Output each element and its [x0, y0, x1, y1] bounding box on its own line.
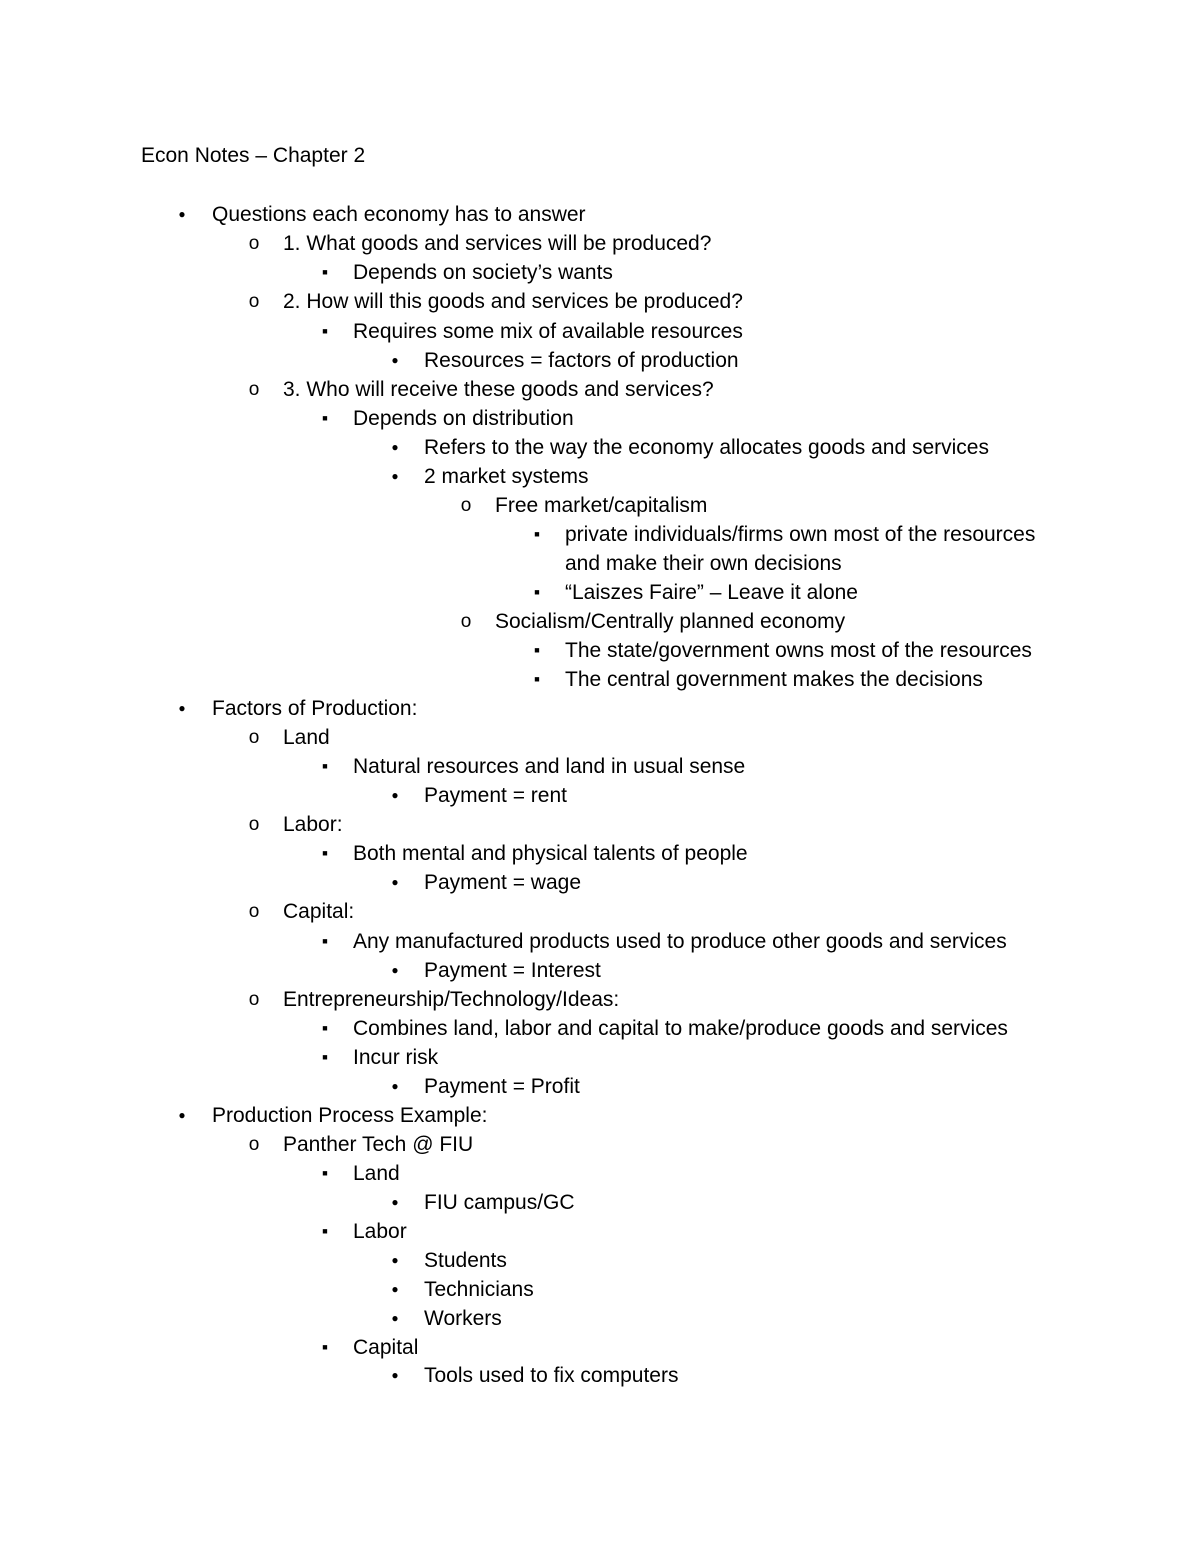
square-bullet-icon — [315, 404, 335, 436]
document-title: Econ Notes – Chapter 2 — [141, 144, 366, 167]
square-bullet-icon — [315, 1043, 335, 1075]
bullet-icon — [385, 1072, 405, 1103]
circle-bullet-icon — [244, 375, 264, 404]
outline-line-text: Refers to the way the economy allocates goods and services — [424, 436, 989, 459]
outline-line-text: Payment = Interest — [424, 959, 601, 982]
bullet-icon — [172, 200, 192, 231]
outline-line-text: Both mental and physical talents of people — [353, 842, 748, 865]
outline-line-text: Depends on society’s wants — [353, 261, 613, 284]
outline-line-text: Socialism/Centrally planned economy — [495, 610, 846, 633]
outline-line-text: Any manufactured products used to produce other goods and services — [353, 930, 1007, 953]
outline-line-text: Land — [353, 1162, 400, 1185]
square-bullet-icon — [315, 1333, 335, 1365]
bullet-icon — [385, 346, 405, 377]
outline-line-text: Natural resources and land in usual sense — [353, 755, 746, 778]
circle-bullet-icon — [244, 1130, 264, 1159]
outline-line-text: Land — [283, 726, 330, 749]
bullet-icon — [172, 694, 192, 725]
outline-line-text: Labor — [353, 1220, 407, 1243]
square-bullet-icon — [527, 636, 547, 668]
circle-bullet-icon — [244, 897, 264, 926]
bullet-icon — [385, 868, 405, 899]
outline-line-text: Free market/capitalism — [495, 494, 708, 517]
outline-line-text: Labor: — [283, 813, 343, 836]
square-bullet-icon — [527, 520, 547, 552]
outline-line-text: Capital — [353, 1336, 419, 1359]
outline-line-text: 3. Who will receive these goods and services? — [283, 378, 714, 401]
square-bullet-icon — [315, 1014, 335, 1046]
outline-line-text: Resources = factors of production — [424, 349, 739, 372]
bullet-icon — [385, 433, 405, 464]
circle-bullet-icon — [244, 287, 264, 316]
circle-bullet-icon — [244, 229, 264, 258]
outline-line-text: private individuals/firms own most of the resources — [565, 523, 1036, 546]
circle-bullet-icon — [456, 607, 476, 636]
square-bullet-icon — [315, 258, 335, 290]
outline-line-text: The central government makes the decisions — [565, 668, 983, 691]
square-bullet-icon — [315, 1159, 335, 1191]
outline-line-text: Students — [424, 1249, 507, 1272]
outline-line-text: Technicians — [424, 1278, 534, 1301]
circle-bullet-icon — [244, 810, 264, 839]
bullet-icon — [385, 1304, 405, 1335]
outline-line-text: Entrepreneurship/Technology/Ideas: — [283, 988, 620, 1011]
square-bullet-icon — [527, 578, 547, 610]
circle-bullet-icon — [244, 723, 264, 752]
outline-line-text: Workers — [424, 1307, 502, 1330]
outline-line-text: Requires some mix of available resources — [353, 320, 743, 343]
square-bullet-icon — [315, 752, 335, 784]
outline-line-text: and make their own decisions — [565, 552, 842, 575]
square-bullet-icon — [527, 665, 547, 697]
bullet-icon — [385, 1361, 405, 1392]
outline-line-text: The state/government owns most of the resources — [565, 639, 1032, 662]
bullet-icon — [172, 1101, 192, 1132]
outline-line-text: Combines land, labor and capital to make/produce goods and services — [353, 1017, 1008, 1040]
outline-line-text: Depends on distribution — [353, 407, 574, 430]
outline-line-text: Payment = Profit — [424, 1075, 580, 1098]
bullet-icon — [385, 462, 405, 493]
square-bullet-icon — [315, 317, 335, 349]
outline-line-text: Incur risk — [353, 1046, 439, 1069]
square-bullet-icon — [315, 839, 335, 871]
bullet-icon — [385, 956, 405, 987]
outline-line-text: “Laiszes Faire” – Leave it alone — [565, 581, 858, 604]
square-bullet-icon — [315, 1217, 335, 1249]
outline-line-text: Factors of Production: — [212, 697, 418, 720]
circle-bullet-icon — [456, 491, 476, 520]
bullet-icon — [385, 1246, 405, 1277]
outline-line-text: Panther Tech @ FIU — [283, 1133, 474, 1156]
outline-line-text: 2. How will this goods and services be produced? — [283, 290, 743, 313]
outline-line-text: Questions each economy has to answer — [212, 203, 586, 226]
bullet-icon — [385, 1188, 405, 1219]
outline-line-text: Capital: — [283, 900, 355, 923]
outline-line-text: 1. What goods and services will be produced? — [283, 232, 712, 255]
square-bullet-icon — [315, 927, 335, 959]
outline-line-text: Payment = wage — [424, 871, 582, 894]
outline-line-text: Payment = rent — [424, 784, 567, 807]
outline-line-text: FIU campus/GC — [424, 1191, 575, 1214]
bullet-icon — [385, 1275, 405, 1306]
circle-bullet-icon — [244, 985, 264, 1014]
outline-line-text: Production Process Example: — [212, 1104, 488, 1127]
bullet-icon — [385, 781, 405, 812]
outline-line-text: Tools used to fix computers — [424, 1364, 679, 1387]
outline-line-text: 2 market systems — [424, 465, 589, 488]
